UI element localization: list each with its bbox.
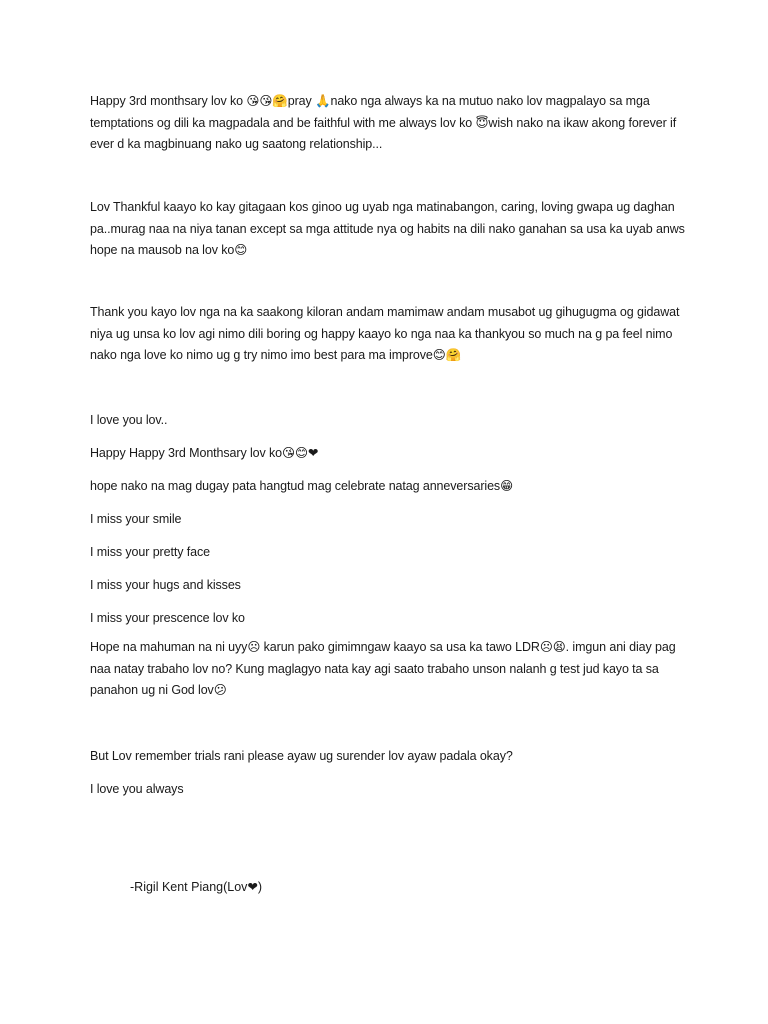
line-miss-face: I miss your pretty face xyxy=(90,545,210,559)
paragraph-thank-you: Thank you kayo lov nga na ka saakong kiloran andam mamimaw andam musabot ug gihugugma og gidawat niya ug unsa ko lov agi nimo dili boring og happy kaayo ko nga naa ka thankyou so much na g pa feel nimo nako nga love ko nimo ug g try nimo imo best para ma improve😊🤗 xyxy=(90,305,680,362)
signature: -Rigil Kent Piang(Lov❤) xyxy=(130,880,263,894)
paragraph-ldr: Hope na mahuman na ni uyy☹ karun pako gimimngaw kaayo sa usa ka tawo LDR☹😫. imgun ani diay pag naa natay trabaho lov no? Kung maglagyo nata kay agi saato trabaho unson nalanh g test jud kayo ta sa panahon ug ni God lov😕 xyxy=(90,640,676,697)
line-happy-monthsary: Happy Happy 3rd Monthsary lov ko😘😊❤ xyxy=(90,446,319,460)
paragraph-thankful: Lov Thankful kaayo ko kay gitagaan kos ginoo ug uyab nga matinabangon, caring, loving gwapa ug daghan pa..murag naa na niya tanan except sa mga attitude nya og habits na dili nako ganahan sa usa ka uyab anws hope na mausob na lov ko😊 xyxy=(90,200,685,257)
line-hope-anniversaries: hope nako na mag dugay pata hangtud mag celebrate natag anneversaries😁 xyxy=(90,479,513,493)
paragraph-monthsary-greeting: Happy 3rd monthsary lov ko 😘😘🤗pray 🙏nako nga always ka na mutuo nako lov magpalayo sa mga temptations og dili ka magpadala and be faithful with me always lov ko 😇wish nako na ikaw akong forever if ever d ka magbinuang nako ug saatong relationship... xyxy=(90,94,677,151)
line-miss-presence: I miss your prescence lov ko xyxy=(90,611,245,625)
line-love-always: I love you always xyxy=(90,782,184,796)
line-miss-hugs: I miss your hugs and kisses xyxy=(90,578,241,592)
line-trials: But Lov remember trials rani please ayaw ug surender lov ayaw padala okay? xyxy=(90,749,513,763)
line-i-love-you-lov: I love you lov.. xyxy=(90,413,168,427)
line-miss-smile: I miss your smile xyxy=(90,512,182,526)
